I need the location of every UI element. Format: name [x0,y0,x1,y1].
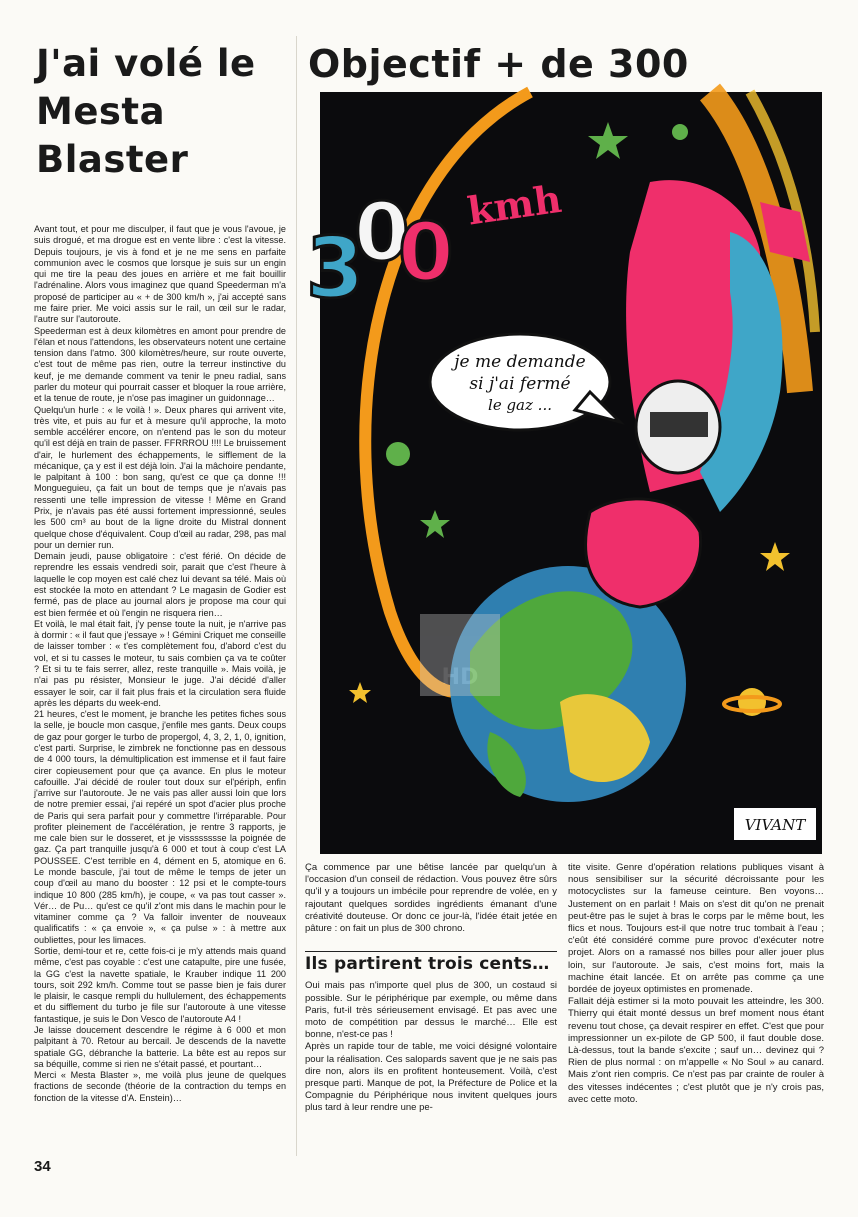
left-paragraph-4: Demain jeudi, pause obligatoire : c'est férié. On décide de reprendre les essais vendredi soir, parait que c'est l'heure à laquelle le cop moyen est calé chez lui devant sa télé. Mais où est stockée la moto en attendant ? Le magasin de Godier est fermé, pas de place au journal alors je propose ma cour qui est bien fermée et où l'engin ne risquera rien… [34,551,286,618]
star-icon [420,510,450,538]
watermark-logo [420,614,500,696]
middle-paragraph-1: Oui mais pas n'importe quel plus de 300, un costaud si possible. Sur le périphérique par exemple, ou même dans Paris, fut-il très sérieusement envisagé. Et pas avec une moto de compétition par dessus le marché… Elle est bonne, n'est-ce pas ! [305,980,557,1041]
left-paragraph-9: Merci « Mesta Blaster », me voilà plus jeune de quelques fractions de seconde (théorie de la contraction du temps en fonction de la vitesse d'A. Enstein)… [34,1070,286,1103]
bubble-line-3: le gaz ... [488,396,552,414]
spark-icon [672,124,688,140]
left-paragraph-5: Et voilà, le mal était fait, j'y pense toute la nuit, je n'arrive pas à dormir : « il faut que j'essaye » ! Gémini Criquet me conseille de laisser tomber : « t'es complètement fou, d'abord c'est du vol, et si tu casses le moteur, tu sais combien ça va te coûter ? Et si tu te fais serrer, allez, reste tranquille ». Mais voilà, je n'ai pas pu résister, Monsieur le juge. J'ai décidé d'aller essayer le soir, car il fait plus frais et la circulation sera fluide après les départs du week-end. [34,618,286,708]
speed-digit-1: 3 [306,219,365,317]
bubble-line-1: je me demande [454,352,586,372]
artist-signature [734,808,816,840]
left-paragraph-7: Sortie, demi-tour et re, cette fois-ci je m'y attends mais quand même, c'est pas coyable : c'est une catapulte, pire une fusée, la GG c'est la navette spatiale, le Krauber indique 11 200 tours, soit 292 km/h. Comme tout se passe bien je fais durer le plaisir, le casque rempli du hullulement, des échappements et du sifflement du turbo je file sur l'autoroute à une vitesse fantastique, je suis le Don Vesco de l'autoroute A4 ! [34,946,286,1024]
right-paragraph-2: Fallait déjà estimer si la moto pouvait les atteindre, les 300. Thierry qui était monté dessus un bref moment nous étant revenu tout chose, ça devait respirer en effet. C'est que pour impressionner un ex-pilote de GP 500, il faut double dose. Là-dessus, tout la bande s'excite ; sauf un… devinez qui ? Rien de plus normal : on m'appelle « No Soul » au canard. Mais z'ont rien compris. Ce n'est pas par crainte de rouler à des vitesses indécentes ; c'est plutôt que je n'y crois pas, avec cette moto. [568,996,824,1105]
section-heading: Ils partirent trois cents… [305,951,557,970]
left-paragraph-8: Je laisse doucement descendre le régime à 6 000 et mon palpitant à 70. Retour au bercail. Je descends de la navette spatiale GG, débranche la batterie. La bête est au repos sur sa béquille, comme si rien ne s'était passé, et pourtant… [34,1024,286,1069]
bubble-line-2: si j'ai fermé [469,374,571,394]
speed-digit-2: 0 [354,186,410,279]
left-paragraph-3: Quelqu'un hurle : « le voilà ! ». Deux phares qui arrivent vite, très vite, et puis au fur et à mesure qu'il approche, la moto semble accélérer encore, on n'entend pas le son du moteur qu'il est déjà en train de passer. FFRRROU !!!! Le bruissement d'air, le hurlement des échappements, le sifflement de la mécanique, ça y est il est déjà loin. J'ai la mâchoire pendante, le palpitant à 100 : bon sang, qu'est ce que ça donne !!! Mongueguieu, ça fait un bout de temps que je n'avais pas ressenti une telle impression de vitesse ! Même en Grand Prix, je n'avais pas été aussi fortement impressionné, seules les 500 cm³ au bout de la ligne droite du Mistral donnent quelque chose d'équivalent. Coup d'œil au radar, 298, pas mal pour un dernier run. [34,404,286,550]
right-paragraph-1: tite visite. Genre d'opération relations publiques visant à nous sensibiliser sur la sécurité décroissante pour les motocyclistes sur la fameuse ceinture. Ben voyons… Justement on en parlait ! Mais on s'est dit qu'on ne prenait peut-être pas le sujet à bras le corps par le même bout, les flics et nous. Toujours est-il que notre truc tombait à l'eau ; c'eût été considéré comme pure provoc d'exécuter notre projet. Alors on a ramassé nos billes pour aller jouer plus loin, sur l'autoroute. Je sais, c'est moins fort, mais la machine était lancée. Et on arrête pas comme ça une bordée de joyeux optimistes en promenade. [568,862,824,996]
watermark-text: HD [441,665,479,690]
middle-paragraph-2: Après un rapide tour de table, me voici désigné volontaire pour la réalisation. Ces salopards savent que je ne sais pas dire non, alors ils en profitent honteusement. Voilà, c'est presque parti. Manque de pot, la Préfecture de Police et la Compagnie du Périphérique nous invitent quelques jours plus tard à leur rendre une pe- [305,1041,557,1114]
signature-text: VIVANT [744,816,806,834]
right-column [568,862,824,1106]
star-icon [760,542,790,571]
speed-digit-3: 0 [398,206,454,299]
planet-icon [386,442,410,466]
page-number: 34 [34,1158,51,1175]
left-paragraph-1: Avant tout, et pour me disculper, il faut que je vous l'avoue, je suis drogué, et ma drogue est en vente libre : c'est la vitesse. Depuis toujours, je vis à fond et je ne me sens en parfaite communion avec le cosmos que lorsque je suis sur un engin qui me tire la peau des joues en arrière et me fait bouillir l'adrénaline. Alors vous imaginez que quand Speederman m'a proposé de participer au « + de 300 km/h », j'ai accepté sans me faire prier. Me voici assis sur le rail, un œil sur le radar, l'autre sur l'autoroute. [34,224,286,325]
speech-bubble [430,334,620,430]
superhero-figure [586,180,810,607]
star-icon [588,122,628,159]
comic-illustration [306,92,822,854]
middle-intro: Ça commence par une bêtise lancée par quelqu'un à l'occasion d'un conseil de rédaction. Vous pouvez être sûrs qu'il y a toujours un imbécile pour reprendre de volée, en y rajoutant quelques sordides ingrédients émanant d'une créativité douteuse. Or donc ce jour-là, l'idée était jetée en pâture : on fait un plus de 300 chrono. [305,862,557,935]
left-paragraph-2: Speederman est à deux kilomètres en amont pour prendre de l'élan et nous l'attendons, les observateurs notent une certaine tension dans l'atmo. 300 kilomètres/heure, sur route ouverte, c'est tout de même pas rien, outre la terreur instinctive du keuf, je me demande comment va tenir le pneu radial, sans parler du moteur qui pourrait casser et bloquer la roue arrière, et la tenue de route, je n'ose pas imaginer un guidonnage… [34,325,286,404]
left-paragraph-6: 21 heures, c'est le moment, je branche les petites fiches sous la selle, je boucle mon casque, j'enfile mes gants. Deux coups de gaz pour gorger le turbo de propergol, 4, 3, 2, 1, 0, ignition, c'est parti. Surprise, le zimbrek ne fonctionne pas en dessous de 4 000 tours, la démultiplication est immense et il faut faire cirer copieusement pour que ça avance. En plus le moteur cafouille. J'ai décidé de rouler tout doux sur el'périph, enfin j'arrive sur l'autoroute. Je ne vais pas aller aussi loin que lors de notre premier essai, j'ai repéré un spot d'acier plus proche de Paris qui sera parfait pour y commettre l'irréparable. Pour profiter pleinement de l'accélération, je rentre 3 rapports, je me cale bien sur le dosseret, et je visssssssse la poignée de gaz. Ça part tranquille jusqu'à 6 000 et tout à coup c'est LA POUSSEE. C'est terrible en 4, dément en 5, atomique en 6. Le monde bascule, j'ai tout de même le temps de jeter un coup d'œil au mano du booster : 12 psi et le compte-tours indique 10 800 (285 km/h), je coupe, « va pas tout casser ». Vér… de Pu… qu'est ce qu'il z'ont mis dans le machin pour le vitaminer comme ça ? Va falloir inventer de nouveaux qualificatifs : « ça envoie », « ça pulse » : à mettre aux oubliettes, pour les limaces. [34,709,286,945]
saturn-icon [724,688,780,716]
column-divider [296,36,297,1156]
middle-column [305,862,557,1115]
article-title-left: J'ai volé le Mesta Blaster [36,42,256,181]
star-icon [349,682,371,703]
left-column [34,224,286,1104]
article-title-right: Objectif + de 300 [308,42,689,86]
illustration-drawing [306,92,822,854]
speed-unit: kmh [464,175,565,234]
